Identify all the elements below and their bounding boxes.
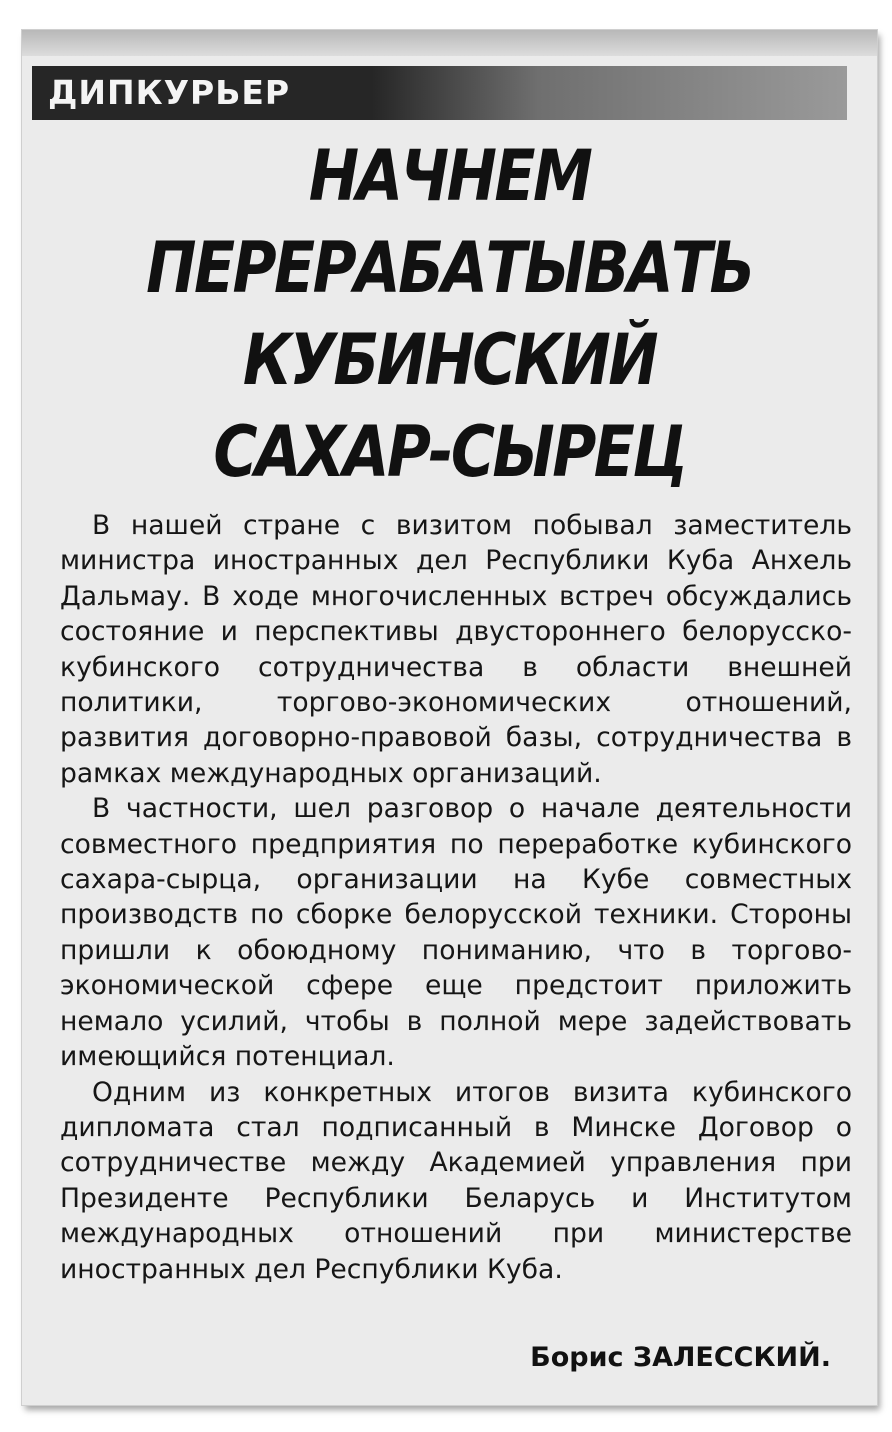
headline-line-2: ПЕРЕРАБАТЫВАТЬ bbox=[146, 227, 753, 309]
article-body bbox=[60, 508, 852, 1287]
headline-line-4: САХАР-СЫРЕЦ bbox=[213, 411, 686, 493]
author-byline: Борис ЗАЛЕССКИЙ. bbox=[530, 1342, 831, 1373]
article-paragraph-3: Одним из конкретных итогов визита кубинского дипломата стал подписанный в Минске Договор о сотрудничестве между Академией управления при Президенте Республики Беларусь и Институтом международных отношений при министерстве иностранных дел Республики Куба. bbox=[60, 1076, 852, 1285]
rubric-bar bbox=[32, 66, 847, 120]
article-paragraph-1: В нашей стране с визитом побывал заместитель министра иностранных дел Республики Куба Анхель Дальмау. В ходе многочисленных встреч обсуждались состояние и перспективы двустороннего белорусско-кубинского сотрудничества в области внешней политики, торгово-экономических отношений, развития договорно-правовой базы, сотрудничества в рамках международных организаций. bbox=[60, 510, 852, 789]
rubric-label: ДИПКУРЬЕР bbox=[48, 73, 291, 112]
torn-top-edge bbox=[22, 30, 877, 56]
newspaper-clipping bbox=[22, 30, 877, 1405]
headline-line-3: КУБИНСКИЙ bbox=[242, 319, 657, 401]
headline bbox=[22, 130, 877, 498]
headline-line-1: НАЧНЕМ bbox=[308, 135, 591, 217]
article-paragraph-2: В частности, шел разговор о начале деятельности совместного предприятия по переработке кубинского сахара-сырца, организации на Кубе совместных производств по сборке белорусской техники. Стороны пришли к обоюдному пониманию, что в торгово-экономической сфере еще предстоит приложить немало усилий, чтобы в полной мере задействовать имеющийся потенциал. bbox=[60, 793, 852, 1073]
